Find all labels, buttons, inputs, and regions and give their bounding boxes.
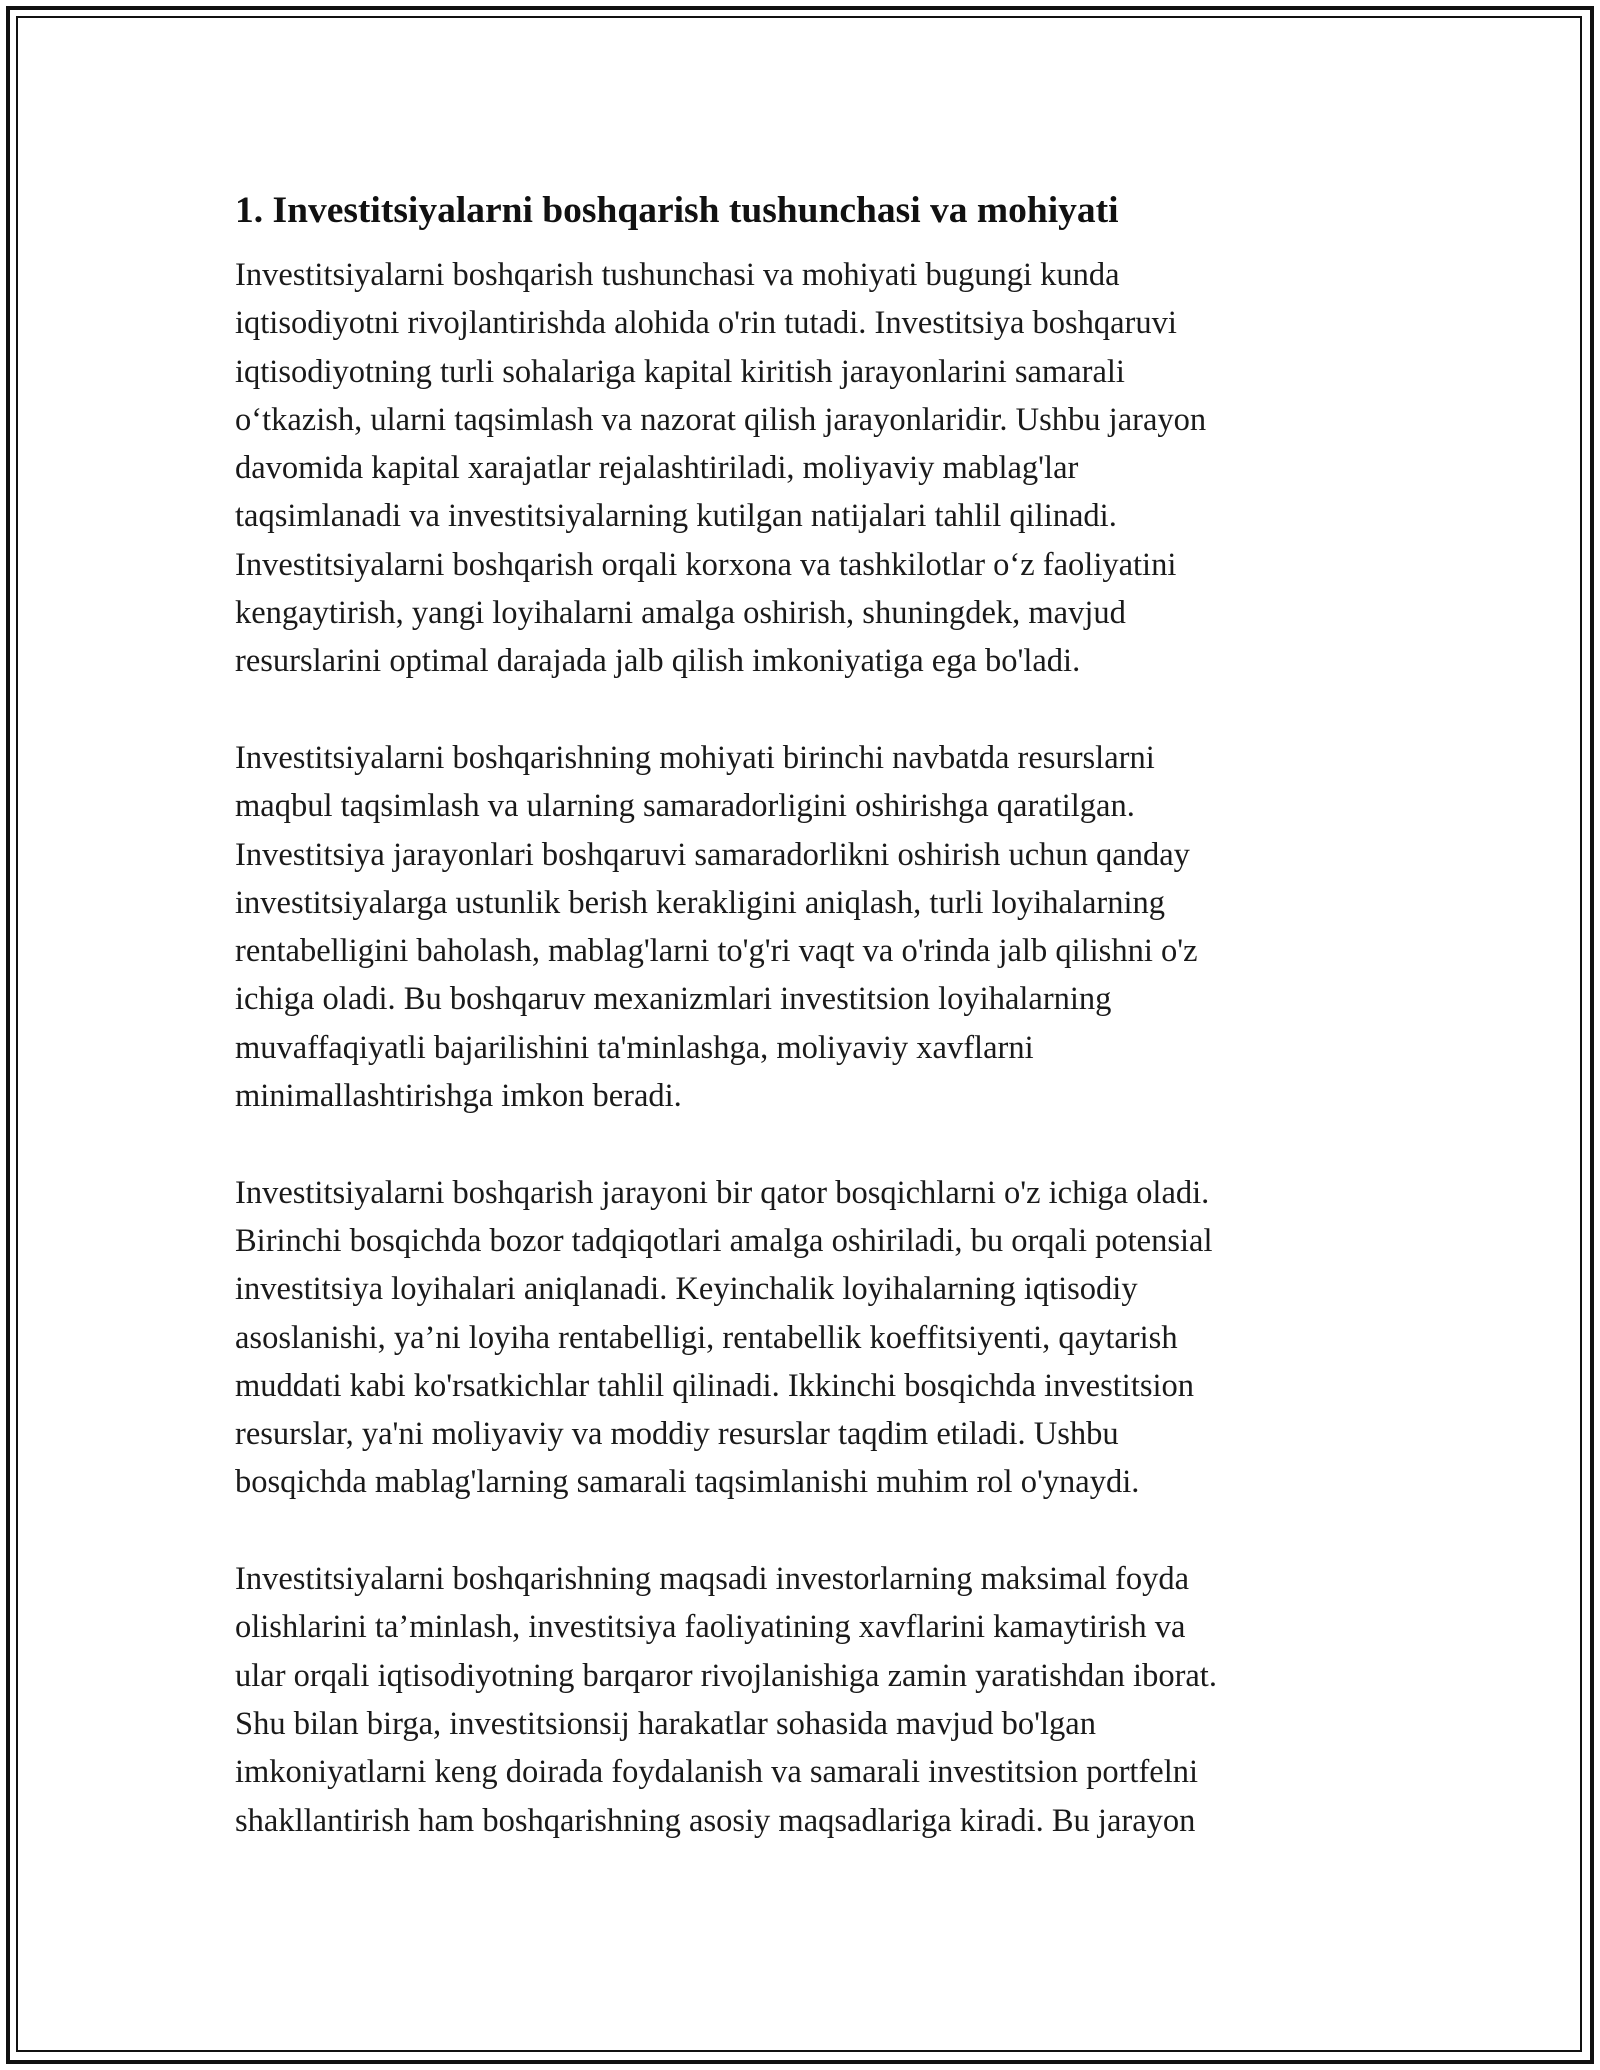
text-line: maqbul taqsimlash va ularning samaradorligini oshirishga qaratilgan. (235, 788, 1135, 825)
text-line: Investitsiya jarayonlari boshqaruvi samaradorlikni oshirish uchun qanday (235, 836, 1190, 873)
text-line: imkoniyatlarni keng doirada foydalanish va samarali investitsion portfelni (235, 1754, 1199, 1791)
text-line: ular orqali iqtisodiyotning barqaror rivojlanishiga zamin yaratishdan iborat. (235, 1657, 1217, 1694)
text-line: Investitsiyalarni boshqarish jarayoni bir qator bosqichlarni o'z ichiga oladi. (235, 1174, 1210, 1211)
text-line: bosqichda mablag'larning samarali taqsimlanishi muhim rol o'ynaydi. (235, 1464, 1140, 1501)
paragraph-3 (235, 1169, 1355, 1507)
text-line: resurslar, ya'ni moliyaviy va moddiy resurslar taqdim etiladi. Ushbu (235, 1416, 1119, 1453)
text-line: muvaffaqiyatli bajarilishini ta'minlashga, moliyaviy xavflarni (235, 1029, 1034, 1066)
text-line: iqtisodiyotning turli sohalariga kapital kiritish jarayonlarini samarali (235, 353, 1125, 390)
text-line: resurslarini optimal darajada jalb qilish imkoniyatiga ega bo'ladi. (235, 643, 1081, 680)
text-line: Investitsiyalarni boshqarish orqali korxona va tashkilotlar o‘z faoliyatini (235, 546, 1177, 583)
document-body (235, 185, 1355, 1893)
text-line: iqtisodiyotni rivojlantirishda alohida o'rin tutadi. Investitsiya boshqaruvi (235, 305, 1177, 342)
text-line: olishlarini ta’minlash, investitsiya faoliyatining xavflarini kamaytirish va (235, 1609, 1186, 1646)
paragraph-2 (235, 734, 1355, 1120)
text-line: asoslanishi, ya’ni loyiha rentabelligi, rentabellik koeffitsiyenti, qaytarish (235, 1319, 1178, 1356)
text-line: rentabelligini baholash, mablag'larni to'g'ri vaqt va o'rinda jalb qilishni o'z (235, 933, 1198, 970)
section-heading: 1. Investitsiyalarni boshqarish tushunchasi va mohiyati (235, 190, 1119, 231)
text-line: Shu bilan birga, investitsionsij harakatlar sohasida mavjud bo'lgan (235, 1705, 1096, 1742)
text-line: ichiga oladi. Bu boshqaruv mexanizmlari investitsion loyihalarning (235, 981, 1112, 1018)
text-line: muddati kabi ko'rsatkichlar tahlil qilinadi. Ikkinchi bosqichda investitsion (235, 1367, 1195, 1404)
text-line: Investitsiyalarni boshqarish tushunchasi va mohiyati bugungi kunda (235, 257, 1120, 293)
text-line: o‘tkazish, ularni taqsimlash va nazorat qilish jarayonlaridir. Ushbu jarayon (235, 401, 1207, 438)
text-line: shakllantirish ham boshqarishning asosiy maqsadlariga kiradi. Bu jarayon (235, 1802, 1196, 1839)
text-line: davomida kapital xarajatlar rejalashtiriladi, moliyaviy mablag'lar (235, 450, 1079, 487)
text-line: taqsimlanadi va investitsiyalarning kutilgan natijalari tahlil qilinadi. (235, 498, 1117, 535)
text-line: Investitsiyalarni boshqarishning mohiyati birinchi navbatda resurslarni (235, 739, 1155, 776)
text-line: minimallashtirishga imkon beradi. (235, 1078, 682, 1115)
paragraph-1 (235, 251, 1355, 686)
text-line: investitsiya loyihalari aniqlanadi. Keyinchalik loyihalarning iqtisodiy (235, 1271, 1138, 1308)
paragraph-4 (235, 1555, 1355, 1845)
text-line: investitsiyalarga ustunlik berish kerakligini aniqlash, turli loyihalarning (235, 884, 1165, 921)
text-line: Birinchi bosqichda bozor tadqiqotlari amalga oshiriladi, bu orqali potensial (235, 1222, 1213, 1259)
text-line: Investitsiyalarni boshqarishning maqsadi investorlarning maksimal foyda (235, 1561, 1190, 1598)
text-line: kengaytirish, yangi loyihalarni amalga oshirish, shuningdek, mavjud (235, 595, 1126, 632)
